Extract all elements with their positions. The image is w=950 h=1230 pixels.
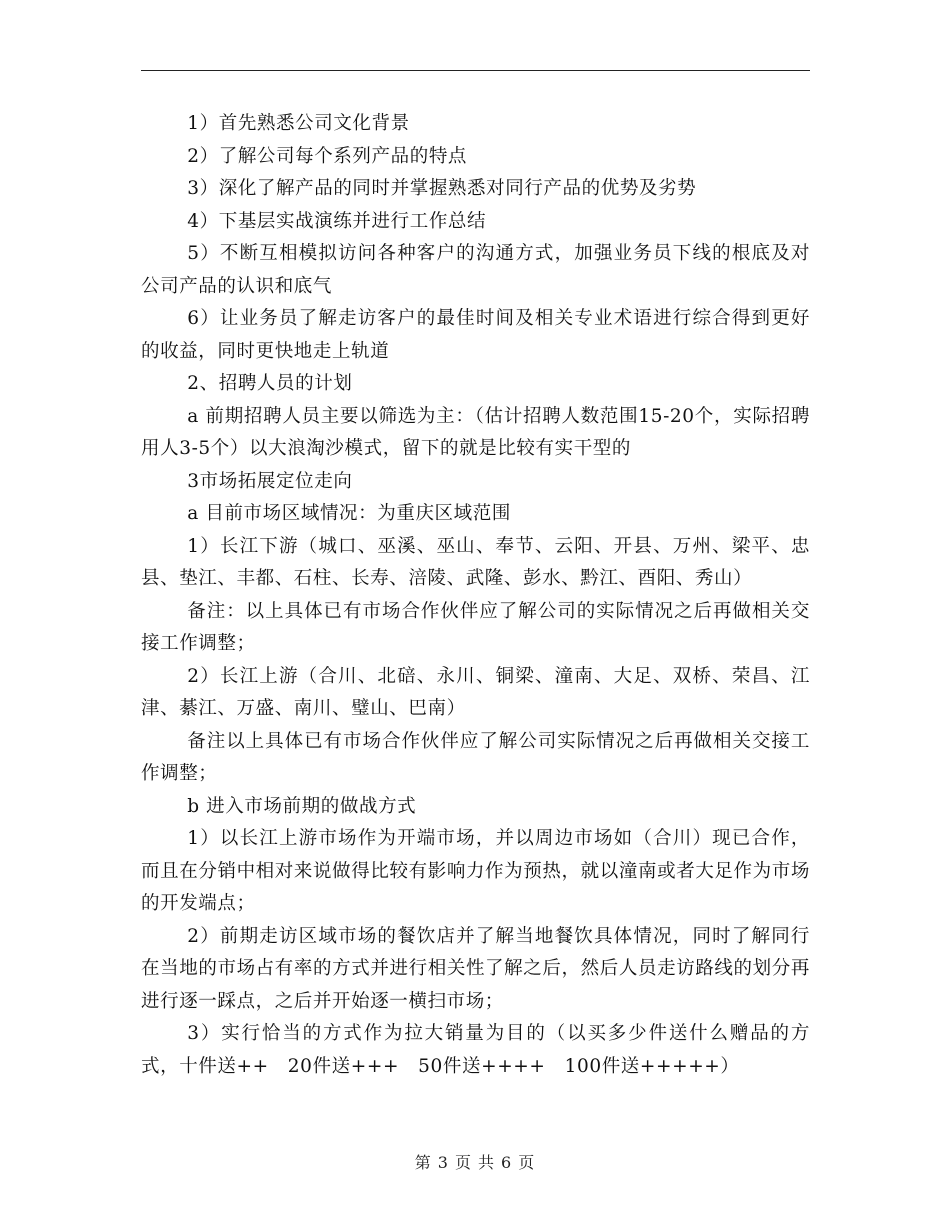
paragraph: 1）长江下游（城口、巫溪、巫山、奉节、云阳、开县、万州、梁平、忠县、垫江、丰都、石柱、长寿、涪陵、武隆、彭水、黔江、酉阳、秀山） <box>141 535 810 589</box>
footer-label: 页 <box>454 1153 472 1172</box>
body-text <box>141 108 810 1083</box>
footer-label: 第 <box>414 1153 432 1172</box>
section-heading: 3市场拓展定位走向 <box>187 470 353 492</box>
paragraph: 1）首先熟悉公司文化背景 <box>187 113 410 134</box>
page-footer <box>0 1150 950 1173</box>
note-paragraph: 备注：以上具体已有市场合作伙伴应了解公司的实际情况之后再做相关交接工作调整； <box>141 600 810 654</box>
header-rule <box>141 70 810 71</box>
current-page-number: 3 <box>437 1153 449 1172</box>
paragraph: a 前期招聘人员主要以筛选为主：（估计招聘人数范围15-20个，实际招聘用人3-5个）以大浪淘沙模式，留下的就是比较有实干型的 <box>141 405 810 459</box>
footer-label: 页 <box>518 1153 536 1172</box>
footer-label: 共 <box>478 1153 496 1172</box>
paragraph: 2）长江上游（合川、北碚、永川、铜梁、潼南、大足、双桥、荣昌、江津、綦江、万盛、南川、璧山、巴南） <box>141 665 810 719</box>
paragraph: a 目前市场区域情况：为重庆区域范围 <box>187 503 511 524</box>
paragraph: 2）了解公司每个系列产品的特点 <box>187 145 468 167</box>
paragraph: 6）让业务员了解走访客户的最佳时间及相关专业术语进行综合得到更好的收益，同时更快地走上轨道 <box>141 308 810 362</box>
paragraph: b 进入市场前期的做战方式 <box>187 795 417 817</box>
paragraph: 2）前期走访区域市场的餐饮店并了解当地餐饮具体情况，同时了解同行在当地的市场占有率的方式并进行相关性了解之后，然后人员走访路线的划分再进行逐一踩点，之后并开始逐一横扫市场； <box>141 925 810 1012</box>
paragraph: 3）实行恰当的方式作为拉大销量为目的（以买多少件送什么赠品的方式，十件送++ 20件送+++ 50件送++++ 100件送+++++） <box>141 1023 810 1077</box>
section-heading: 2、招聘人员的计划 <box>187 373 353 394</box>
paragraph: 3）深化了解产品的同时并掌握熟悉对同行产品的优势及劣势 <box>187 178 697 199</box>
paragraph: 4）下基层实战演练并进行工作总结 <box>187 210 487 232</box>
total-page-count: 6 <box>501 1153 513 1172</box>
note-paragraph: 备注以上具体已有市场合作伙伴应了解公司实际情况之后再做相关交接工作调整； <box>141 730 810 784</box>
paragraph: 1）以长江上游市场作为开端市场，并以周边市场如（合川）现已合作，而且在分销中相对来说做得比较有影响力作为预热，就以潼南或者大足作为市场的开发端点； <box>141 828 810 914</box>
paragraph: 5）不断互相模拟访问各种客户的沟通方式，加强业务员下线的根底及对公司产品的认识和底气 <box>141 243 810 297</box>
